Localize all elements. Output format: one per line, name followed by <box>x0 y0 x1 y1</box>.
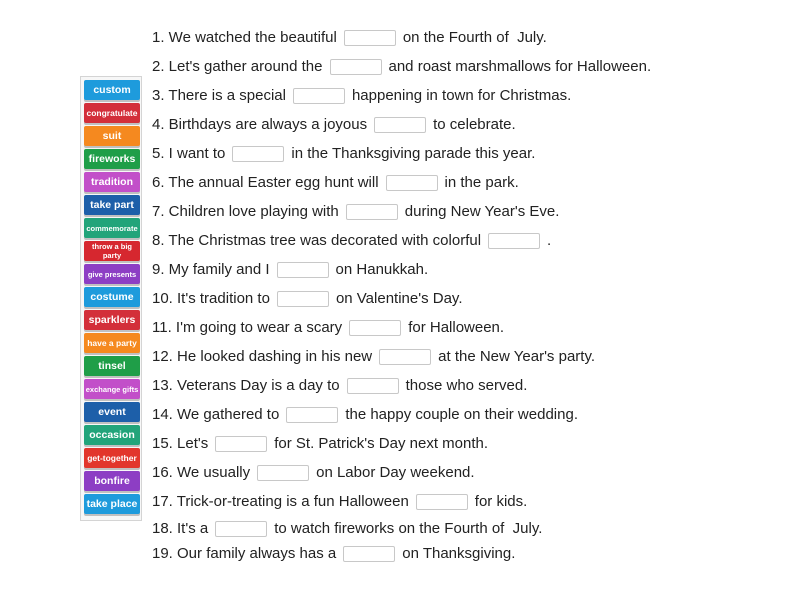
answer-blank-9[interactable] <box>277 262 329 278</box>
answer-blank-18[interactable] <box>215 521 267 537</box>
sentence-3-before: 3. There is a special <box>152 87 286 104</box>
sentence-4-after: to celebrate. <box>433 116 516 133</box>
answer-blank-7[interactable] <box>346 204 398 220</box>
word-tile-suit[interactable]: suit <box>84 126 140 146</box>
answer-blank-17[interactable] <box>416 494 468 510</box>
sentence-10-after: on Valentine's Day. <box>335 290 463 307</box>
sentence-14 <box>152 400 651 429</box>
sentence-11-after: for Halloween. <box>408 319 505 336</box>
sentence-9-before: 9. My family and I <box>152 261 270 278</box>
sentence-13 <box>152 371 651 400</box>
sentence-14-before: 14. We gathered to <box>152 406 280 423</box>
word-tile-give-presents[interactable]: give presents <box>84 264 140 284</box>
word-tile-fireworks[interactable]: fireworks <box>84 149 140 169</box>
word-tile-occasion[interactable]: occasion <box>84 425 140 445</box>
word-tile-tinsel[interactable]: tinsel <box>84 356 140 376</box>
sentence-15-after: for St. Patrick's Day next month. <box>274 435 489 452</box>
sentence-list <box>152 23 651 566</box>
sentence-18-before: 18. It's a <box>152 520 209 537</box>
sentence-11 <box>152 313 651 342</box>
word-tile-congratulate[interactable]: congratulate <box>84 103 140 123</box>
sentence-12-before: 12. He looked dashing in his new <box>152 348 373 365</box>
sentence-10 <box>152 284 651 313</box>
answer-blank-3[interactable] <box>293 88 345 104</box>
word-tile-throw-a-big-party[interactable]: throw a big party <box>84 241 140 261</box>
sentence-19-after: on Thanksgiving. <box>402 545 516 562</box>
word-tile-exchange-gifts[interactable]: exchange gifts <box>84 379 140 399</box>
answer-blank-10[interactable] <box>277 291 329 307</box>
answer-blank-2[interactable] <box>330 59 382 75</box>
sentence-5 <box>152 139 651 168</box>
sentence-17 <box>152 487 651 516</box>
sentence-2-after: and roast marshmallows for Halloween. <box>388 58 652 75</box>
sentence-12-after: at the New Year's party. <box>438 348 595 365</box>
answer-blank-5[interactable] <box>232 146 284 162</box>
sentence-3-after: happening in town for Christmas. <box>351 87 572 104</box>
word-tile-commemorate[interactable]: commemorate <box>84 218 140 238</box>
sentence-9 <box>152 255 651 284</box>
sentence-19-before: 19. Our family always has a <box>152 545 337 562</box>
word-tile-take-part[interactable]: take part <box>84 195 140 215</box>
sentence-9-after: on Hanukkah. <box>335 261 429 278</box>
answer-blank-15[interactable] <box>215 436 267 452</box>
sentence-6 <box>152 168 651 197</box>
sentence-16-before: 16. We usually <box>152 464 251 481</box>
sentence-5-after: in the Thanksgiving parade this year. <box>291 145 536 162</box>
answer-blank-14[interactable] <box>286 407 338 423</box>
sentence-19 <box>152 541 651 566</box>
sentence-18-after: to watch fireworks on the Fourth of July. <box>274 520 543 537</box>
answer-blank-1[interactable] <box>344 30 396 46</box>
sentence-7-before: 7. Children love playing with <box>152 203 339 220</box>
sentence-6-after: in the park. <box>444 174 519 191</box>
answer-blank-8[interactable] <box>488 233 540 249</box>
sentence-7-after: during New Year's Eve. <box>404 203 560 220</box>
sentence-18 <box>152 516 651 541</box>
word-tile-costume[interactable]: costume <box>84 287 140 307</box>
word-tile-custom[interactable]: custom <box>84 80 140 100</box>
sentence-14-after: the happy couple on their wedding. <box>345 406 578 423</box>
answer-blank-13[interactable] <box>347 378 399 394</box>
word-tile-get-together[interactable]: get-together <box>84 448 140 468</box>
sentence-2 <box>152 52 651 81</box>
word-tile-event[interactable]: event <box>84 402 140 422</box>
sentence-16-after: on Labor Day weekend. <box>316 464 475 481</box>
sentence-15 <box>152 429 651 458</box>
sentence-12 <box>152 342 651 371</box>
answer-blank-12[interactable] <box>379 349 431 365</box>
answer-blank-16[interactable] <box>257 465 309 481</box>
sentence-10-before: 10. It's tradition to <box>152 290 270 307</box>
sentence-1 <box>152 23 651 52</box>
word-tile-tradition[interactable]: tradition <box>84 172 140 192</box>
sentence-17-before: 17. Trick-or-treating is a fun Halloween <box>152 493 409 510</box>
sentence-5-before: 5. I want to <box>152 145 226 162</box>
sentence-8-before: 8. The Christmas tree was decorated with colorful <box>152 232 482 249</box>
sentence-8 <box>152 226 651 255</box>
sentence-15-before: 15. Let's <box>152 435 209 452</box>
word-tile-sparklers[interactable]: sparklers <box>84 310 140 330</box>
sentence-13-after: those who served. <box>405 377 528 394</box>
answer-blank-6[interactable] <box>386 175 438 191</box>
sentence-11-before: 11. I'm going to wear a scary <box>152 319 343 336</box>
sentence-3 <box>152 81 651 110</box>
sentence-4-before: 4. Birthdays are always a joyous <box>152 116 368 133</box>
sentence-2-before: 2. Let's gather around the <box>152 58 323 75</box>
word-bank <box>80 76 142 521</box>
sentence-1-after: on the Fourth of July. <box>402 29 547 46</box>
sentence-1-before: 1. We watched the beautiful <box>152 29 337 46</box>
sentence-8-after: . <box>547 232 552 249</box>
sentence-17-after: for kids. <box>474 493 528 510</box>
sentence-13-before: 13. Veterans Day is a day to <box>152 377 340 394</box>
sentence-6-before: 6. The annual Easter egg hunt will <box>152 174 379 191</box>
sentence-16 <box>152 458 651 487</box>
sentence-7 <box>152 197 651 226</box>
word-tile-take-place[interactable]: take place <box>84 494 140 514</box>
sentence-4 <box>152 110 651 139</box>
word-tile-bonfire[interactable]: bonfire <box>84 471 140 491</box>
answer-blank-19[interactable] <box>343 546 395 562</box>
answer-blank-4[interactable] <box>374 117 426 133</box>
word-tile-have-a-party[interactable]: have a party <box>84 333 140 353</box>
answer-blank-11[interactable] <box>349 320 401 336</box>
